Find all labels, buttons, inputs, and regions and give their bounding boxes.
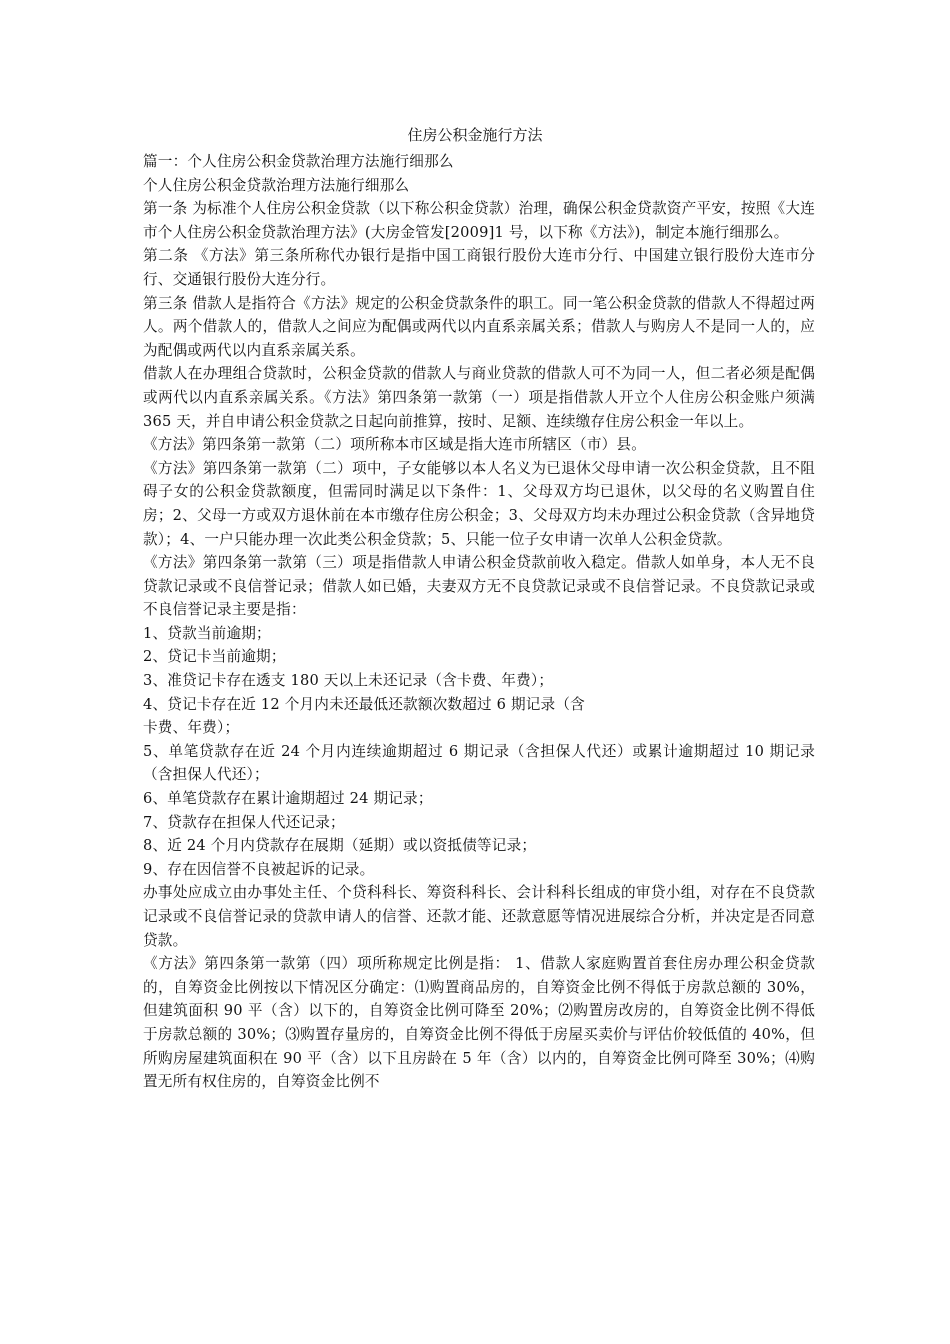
- list-item: 3、准贷记卡存在透支 180 天以上未还记录（含卡费、年费）；: [143, 672, 554, 690]
- list-item: 2、贷记卡当前逾期；: [143, 648, 286, 666]
- paragraph-article-2: 第二条 《方法》第三条所称代办银行是指中国工商银行股份大连市分行、中国建立银行股份大连市分行、交通银行股份大连分行。: [143, 247, 815, 288]
- paragraph-heading-2: 个人住房公积金贷款治理方法施行细那么: [143, 176, 410, 194]
- page-title: 住房公积金施行方法: [407, 126, 543, 144]
- paragraph-region: 《方法》第四条第一款第（二）项所称本市区域是指大连市所辖区（市）县。: [143, 436, 646, 454]
- list-item: 7、贷款存在担保人代还记录；: [143, 813, 345, 831]
- list-item: 6、单笔贷款存在累计逾期超过 24 期记录；: [143, 790, 433, 808]
- document-body: [143, 150, 815, 1094]
- list-item: 5、单笔贷款存在近 24 个月内连续逾期超过 6 期记录（含担保人代还）或累计逾期超过 10 期记录（含担保人代还）；: [143, 742, 815, 784]
- paragraph-ratio: 《方法》第四条第一款第（四）项所称规定比例是指： 1、借款人家庭购置首套住房办理公积金贷款的，自筹资金比例按以下情况区分确定：⑴购置商品房的，自筹资金比例不得低于房款总额的 30%，但建筑面积 90 平（含）以下的，自筹资金比例可降至 20%；⑵购置房改房的，自筹资金比例不得低于房款总额的 30%；⑶购置存量房的，自筹资金比例不得低于房屋买卖价与评估价较低值的 40%，但所购房屋建筑面积在 90 平（含）以下且房龄在 5 年（含）以内的，自筹资金比例可降至 30%；⑷购置无所有权住房的，自筹资金比例不: [143, 955, 815, 1091]
- paragraph-income-credit: 《方法》第四条第一款第（三）项是指借款人申请公积金贷款前收入稳定。借款人如单身，本人无不良贷款记录或不良信誉记录；借款人如已婚，夫妻双方无不良贷款记录或不良信誉记录。不良贷款记录或不良信誉记录主要是指：: [143, 554, 815, 619]
- paragraph-heading-1: 篇一：个人住房公积金贷款治理方法施行细那么: [143, 153, 454, 170]
- paragraph-article-3: 第三条 借款人是指符合《方法》规定的公积金贷款条件的职工。同一笔公积金贷款的借款人不得超过两人。两个借款人的，借款人之间应为配偶或两代以内直系亲属关系；借款人与购房人不是同一人的，应为配偶或两代以内直系亲属关系。: [143, 294, 815, 359]
- paragraph-retired-parents: 《方法》第四条第一款第（二）项中，子女能够以本人名义为已退休父母申请一次公积金贷款，且不阻碍子女的公积金贷款额度，但需同时满足以下条件：1、父母双方均已退休，以父母的名义购置自住房；2、父母一方或双方退休前在本市缴存住房公积金；3、父母双方均未办理过公积金贷款（含异地贷款）；4、一户只能办理一次此类公积金贷款；5、只能一位子女申请一次单人公积金贷款。: [143, 459, 815, 548]
- list-item: 8、近 24 个月内贷款存在展期（延期）或以资抵债等记录；: [143, 837, 537, 855]
- list-item: 9、存在因信誉不良被起诉的记录。: [143, 860, 375, 878]
- paragraph-article-1: 第一条 为标准个人住房公积金贷款（以下称公积金贷款）治理，确保公积金贷款资产平安，按照《大连市个人住房公积金贷款治理方法》(大房金管发[2009]1 号，以下称《方法》)，制定本施行细那么。: [143, 200, 815, 241]
- list-item: 1、贷款当前逾期；: [143, 624, 271, 642]
- paragraph-review-group: 办事处应成立由办事处主任、个贷科科长、筹资科科长、会计科科长组成的审贷小组，对存在不良贷款记录或不良信誉记录的贷款申请人的信誉、还款才能、还款意愿等情况进展综合分析，并决定是否同意贷款。: [143, 884, 815, 949]
- paragraph-combined-loan: 借款人在办理组合贷款时，公积金贷款的借款人与商业贷款的借款人可不为同一人，但二者必须是配偶或两代以内直系亲属关系。《方法》第四条第一款第（一）项是指借款人开立个人住房公积金账户须满 365 天，并自申请公积金贷款之日起向前推算，按时、足额、连续缴存住房公积金一年以上。: [143, 365, 815, 430]
- list-item: 4、贷记卡存在近 12 个月内未还最低还款额次数超过 6 期记录（含 卡费、年费）；: [143, 695, 585, 737]
